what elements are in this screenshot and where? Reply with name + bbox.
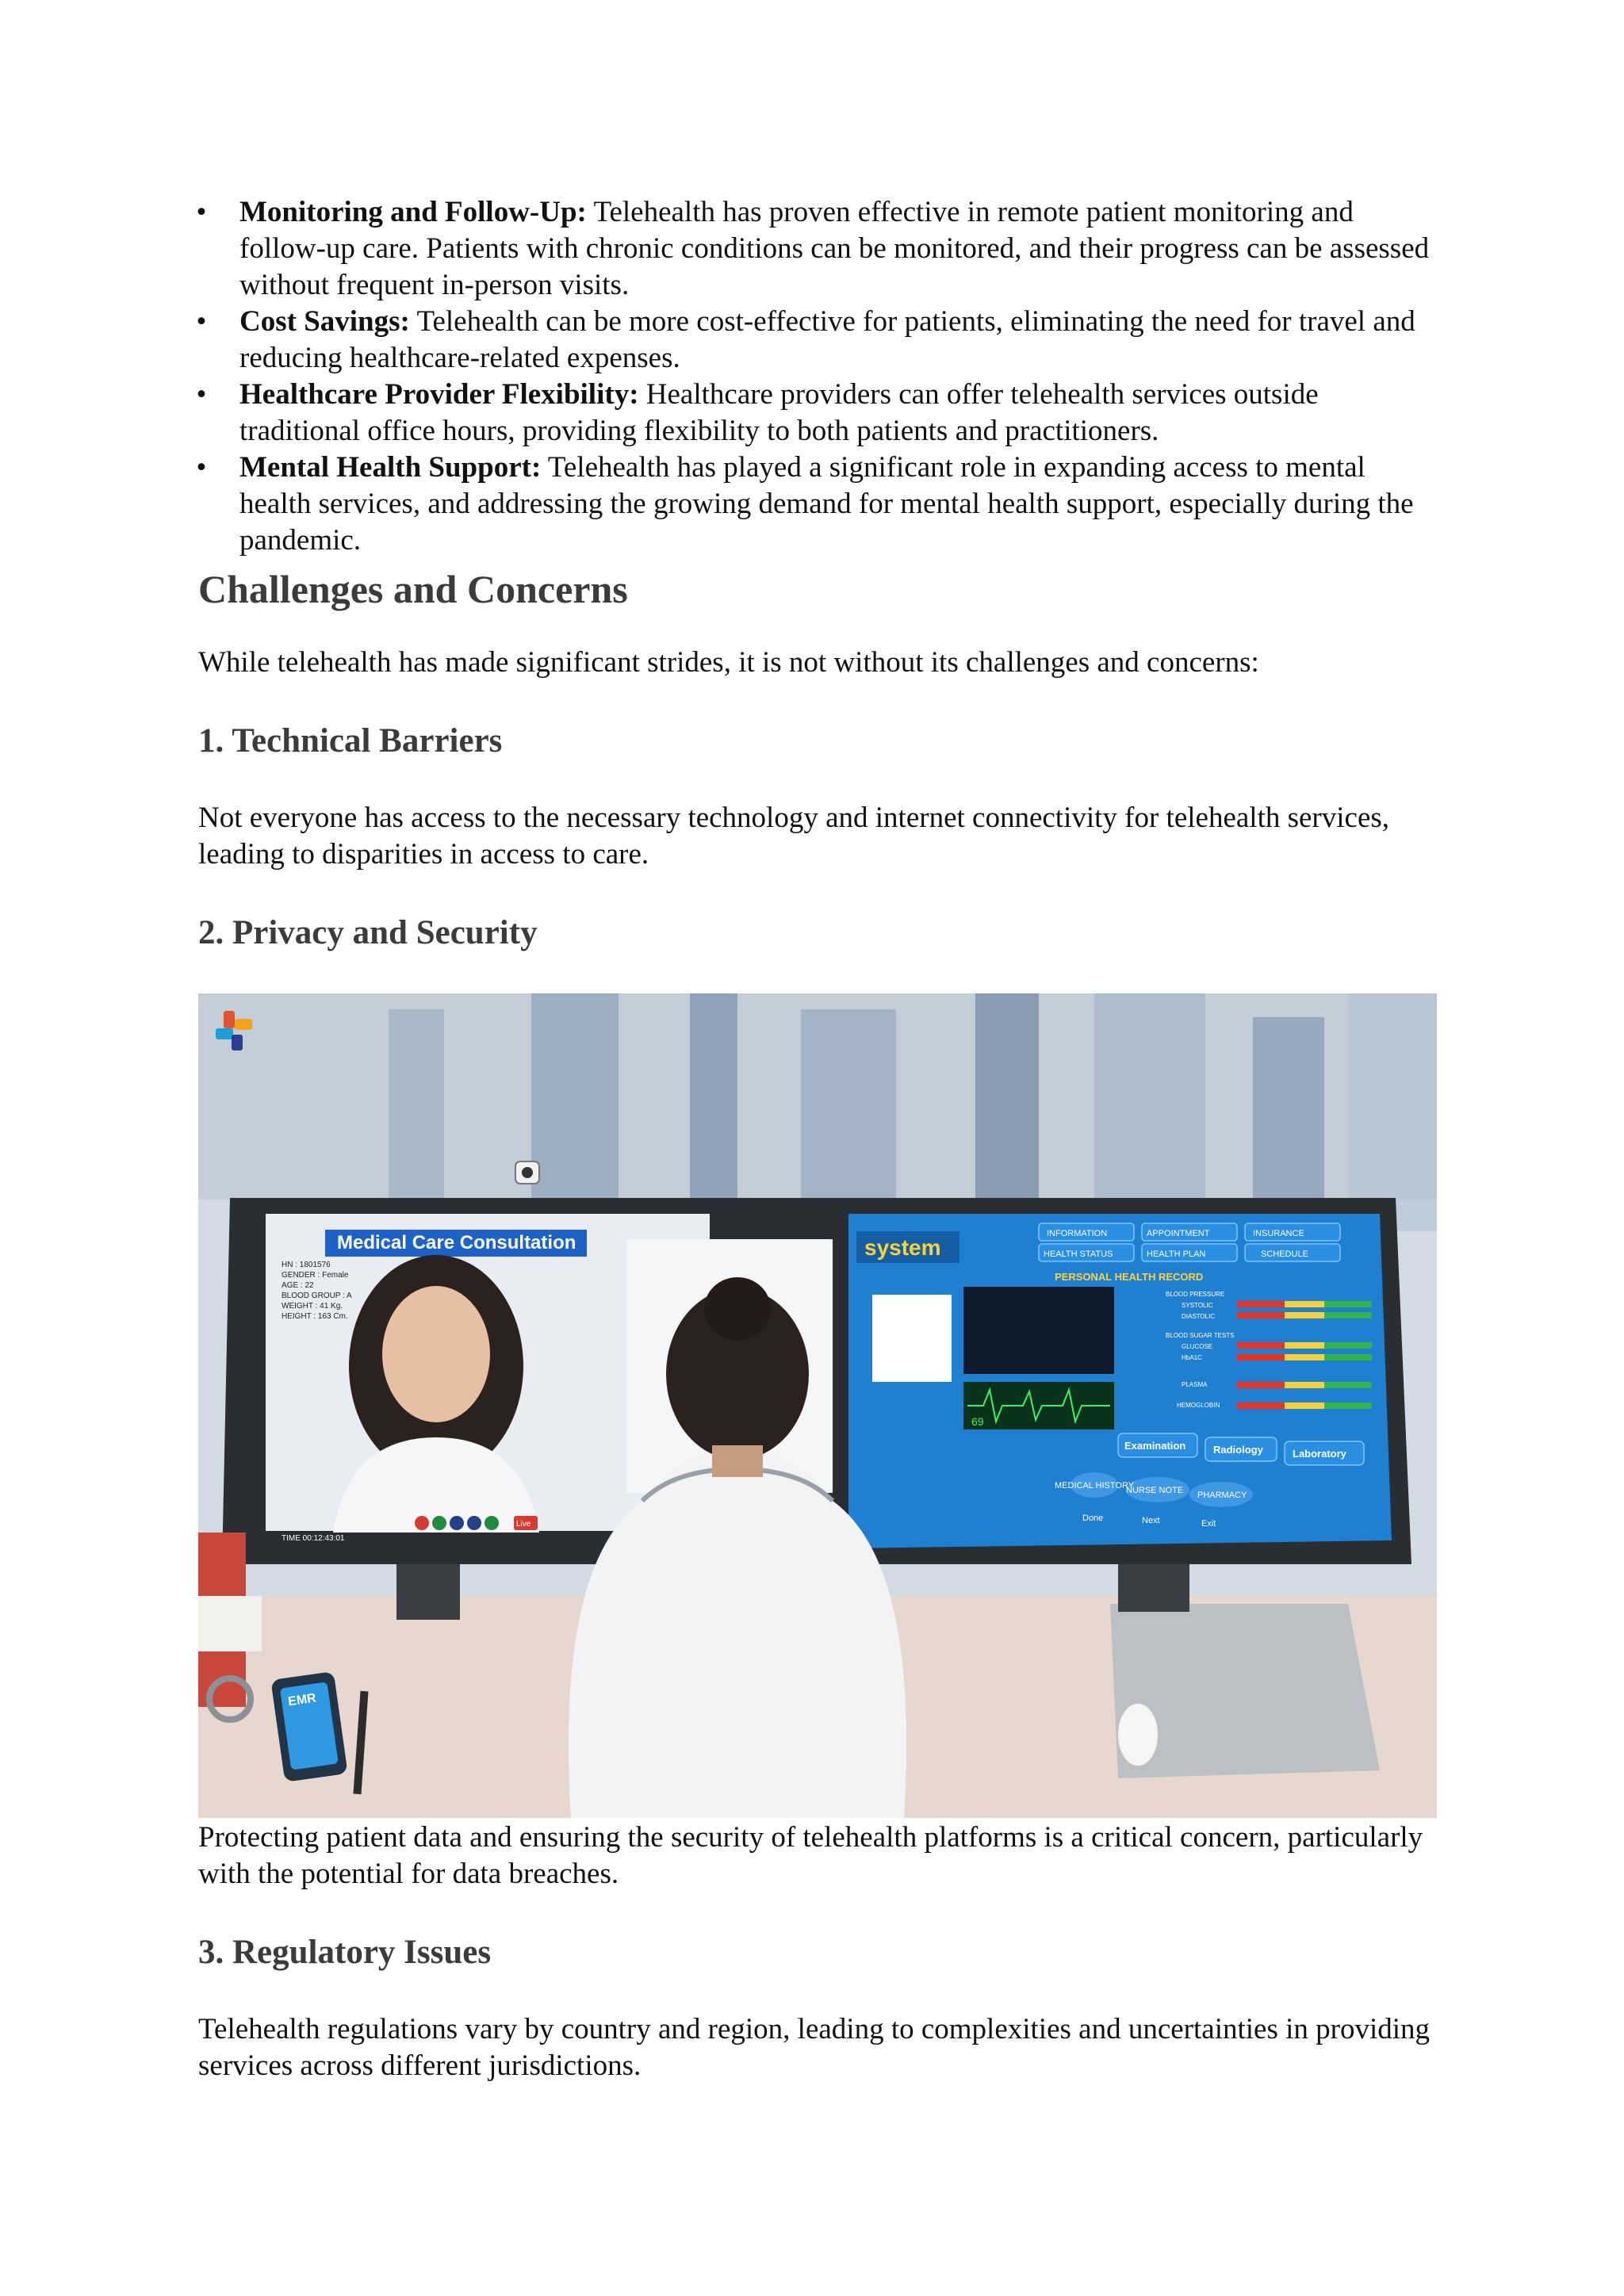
subheading-regulatory-issues: 3. Regulatory Issues	[198, 1934, 492, 1971]
bullet-text: Healthcare providers can offer telehealth services outside traditional office hours, providing flexibility to both patients and practitioners.	[239, 378, 1319, 447]
list-item	[198, 304, 1435, 377]
bullet-text: Telehealth has played a significant role in expanding access to mental health services, and addressing the growing demand for mental health support, especially during the pandemic.	[239, 451, 1414, 557]
subheading-technical-barriers: 1. Technical Barriers	[198, 722, 503, 760]
telehealth-photo	[198, 993, 1437, 1818]
patient-info-line: BLOOD GROUP : A	[282, 1292, 352, 1300]
patient-info-line: AGE : 22	[282, 1281, 314, 1290]
bullet-text: Telehealth has proven effective in remote patient monitoring and follow-up care. Patients with chronic conditions can be monitored, and their progress can be assessed without frequent in-person visits.	[239, 196, 1430, 301]
vital-label: BLOOD SUGAR TESTS	[1166, 1332, 1235, 1339]
paragraph-technical-barriers: Not everyone has access to the necessary technology and internet connectivity for telehealth services, leading to disparities in access to care.	[198, 802, 1390, 871]
patient-info-line: HN : 1801576	[282, 1261, 331, 1269]
patient-info-line: GENDER : Female	[282, 1271, 349, 1280]
patient-info-line: HEIGHT : 163 Cm.	[282, 1312, 348, 1321]
vital-label: HEMOGLOBIN	[1177, 1402, 1220, 1409]
vital-label: PLASMA	[1182, 1381, 1208, 1388]
menu-item: HEALTH PLAN	[1147, 1249, 1206, 1259]
vital-label: GLUCOSE	[1182, 1343, 1213, 1350]
phone-label: EMR	[287, 1691, 317, 1709]
history-tab: MEDICAL HISTORY	[1055, 1481, 1135, 1490]
menu-item: HEALTH STATUS	[1044, 1249, 1113, 1259]
record-tab: Radiology	[1213, 1444, 1263, 1456]
bullet-text: Telehealth can be more cost-effective for patients, eliminating the need for travel and reducing healthcare-related expenses.	[239, 305, 1415, 374]
list-item	[198, 450, 1435, 559]
history-tab: NURSE NOTE	[1126, 1486, 1184, 1495]
vital-label: SYSTOLIC	[1182, 1302, 1213, 1309]
bullet-term: Monitoring and Follow-Up:	[239, 196, 587, 228]
record-tab: Examination	[1124, 1440, 1186, 1452]
section-heading: Challenges and Concerns	[198, 567, 628, 611]
menu-item: INSURANCE	[1253, 1229, 1304, 1238]
live-badge: Live	[516, 1520, 531, 1529]
nav-button-label: Next	[1142, 1516, 1160, 1525]
vital-label: DIASTOLIC	[1182, 1313, 1216, 1320]
bullet-term: Mental Health Support:	[239, 451, 542, 484]
system-label: system	[864, 1235, 941, 1260]
subheading-privacy-security: 2. Privacy and Security	[198, 914, 538, 951]
patient-info-line: WEIGHT : 41 Kg.	[282, 1302, 343, 1311]
bullet-term: Healthcare Provider Flexibility:	[239, 378, 639, 411]
vital-label: HbA1C	[1182, 1354, 1202, 1361]
vital-label: BLOOD PRESSURE	[1166, 1291, 1225, 1298]
nav-button-label: Exit	[1201, 1519, 1216, 1529]
history-tab: PHARMACY	[1197, 1490, 1247, 1500]
record-tab: Laboratory	[1293, 1448, 1346, 1460]
nav-button-label: Done	[1082, 1513, 1104, 1523]
heart-rate-value: 69	[971, 1415, 984, 1428]
paragraph-regulatory-issues: Telehealth regulations vary by country and region, leading to complexities and uncertainties in providing services across different jurisdictions.	[198, 2013, 1431, 2082]
bullet-term: Cost Savings:	[239, 305, 410, 338]
paragraph-privacy-security: Protecting patient data and ensuring the security of telehealth platforms is a critical concern, particularly with the potential for data breaches.	[198, 1821, 1423, 1890]
menu-item: SCHEDULE	[1261, 1249, 1308, 1259]
section-intro: While telehealth has made significant strides, it is not without its challenges and concerns:	[198, 646, 1259, 679]
record-title: PERSONAL HEALTH RECORD	[1055, 1271, 1204, 1283]
list-item	[198, 377, 1435, 450]
bullet-icon: •	[196, 378, 207, 411]
menu-item: APPOINTMENT	[1147, 1229, 1210, 1238]
bullet-icon: •	[196, 451, 207, 484]
menu-item: INFORMATION	[1047, 1229, 1108, 1238]
call-timer: TIME 00:12:43:01	[282, 1534, 345, 1543]
video-title: Medical Care Consultation	[337, 1232, 576, 1253]
page-content	[198, 194, 1435, 2084]
bullet-icon: •	[196, 196, 207, 228]
list-item	[198, 194, 1435, 304]
benefits-list	[198, 194, 1435, 559]
bullet-icon: •	[196, 305, 207, 338]
